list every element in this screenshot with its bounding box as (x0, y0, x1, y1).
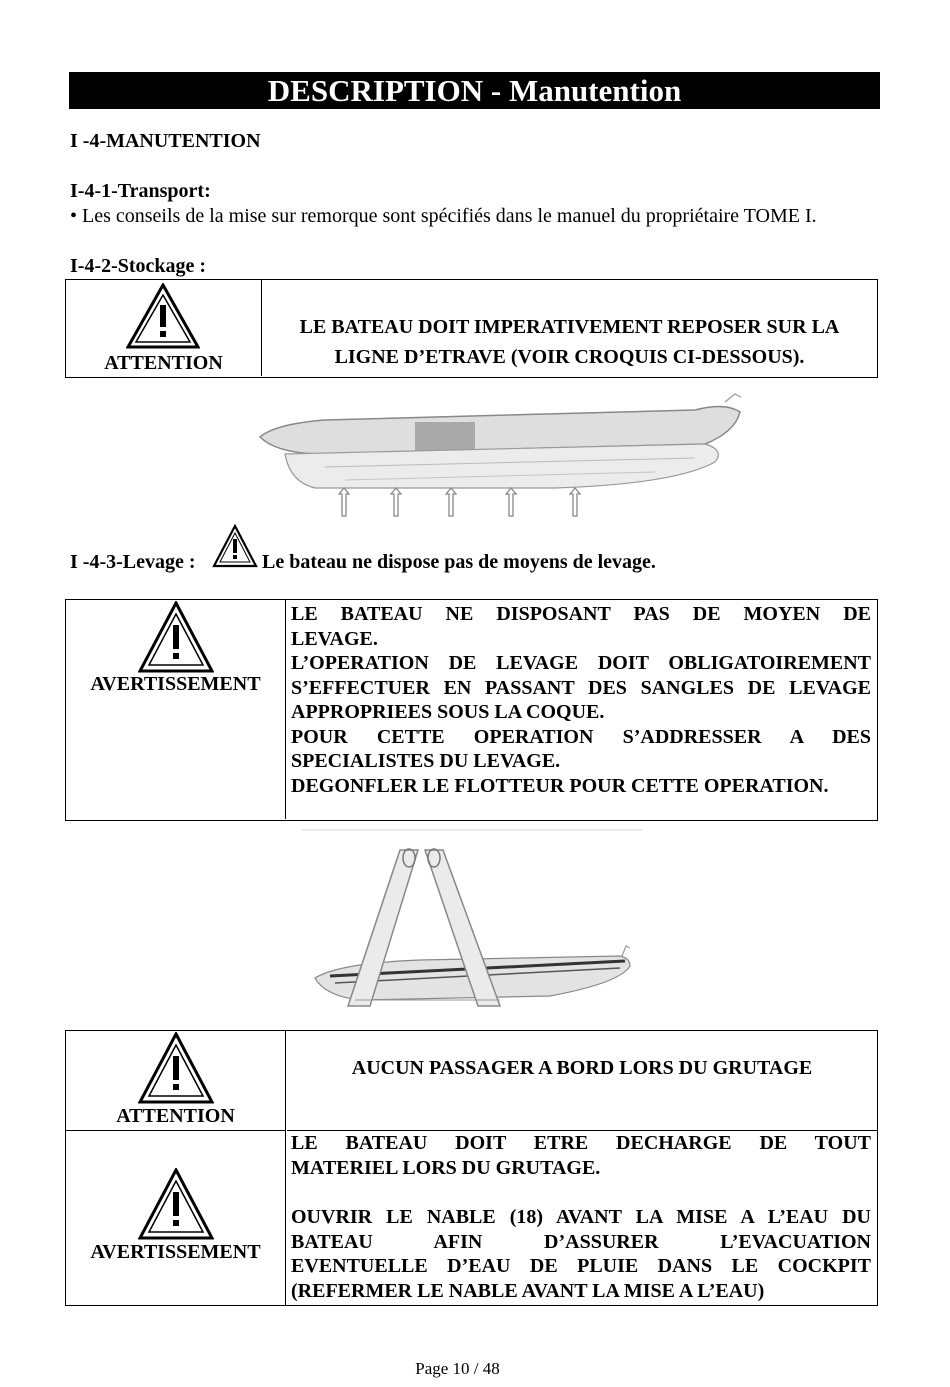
transport-paragraph (70, 205, 817, 228)
levage-line-5: APPROPRIEES SOUS LA COQUE. (291, 701, 605, 723)
levage-line-1: LE BATEAU NE DISPOSANT PAS DE MOYEN DE (291, 603, 871, 625)
stockage-warning-icon-cell (66, 280, 262, 376)
warning-triangle-icon (138, 1168, 214, 1240)
grutage-avert-icon-cell (66, 1130, 286, 1305)
grutage-line-6: (REFERMER LE NABLE AVANT LA MISE A L’EAU) (291, 1279, 765, 1302)
levage-line-3: L’OPERATION DE LEVAGE DOIT OBLIGATOIREMENT (291, 652, 871, 674)
stockage-warning-label: ATTENTION (104, 352, 223, 374)
page-title-banner: DESCRIPTION - Manutention (69, 72, 880, 109)
levage-heading-line (70, 551, 196, 574)
stockage-warning-line-1: LE BATEAU DOIT IMPERATIVEMENT REPOSER SUR LA (299, 316, 840, 338)
levage-warning-text (291, 602, 871, 798)
stockage-warning-text (262, 312, 877, 372)
warning-triangle-icon (212, 524, 258, 568)
transport-text: Les conseils de la mise sur remorque sont spécifiés dans le manuel du propriétaire TOME I. (82, 205, 817, 227)
levage-warning-box (65, 599, 878, 821)
stockage-warning-box (65, 279, 878, 378)
boat-lifting-illustration (300, 828, 645, 1013)
levage-line-4: S’EFFECTUER EN PASSANT DES SANGLES DE LEVAGE (291, 676, 871, 699)
grutage-line-2: MATERIEL LORS DU GRUTAGE. (291, 1156, 601, 1179)
warning-triangle-icon (138, 601, 214, 673)
grutage-line-3: OUVRIR LE NABLE (18) AVANT LA MISE A L’EAU DU (291, 1206, 871, 1228)
grutage-line-4: BATEAU AFIN D’ASSURER L’EVACUATION (291, 1230, 871, 1253)
levage-line-2: LEVAGE. (291, 627, 378, 650)
warning-triangle-icon (138, 1032, 214, 1104)
levage-warning-label: AVERTISSEMENT (90, 673, 261, 695)
levage-line-6: POUR CETTE OPERATION S’ADDRESSER A DES (291, 725, 871, 748)
grutage-attention-text: AUCUN PASSAGER A BORD LORS DU GRUTAGE (287, 1056, 877, 1131)
warning-triangle-icon (126, 283, 200, 349)
grutage-avert-text (291, 1131, 871, 1303)
page-number: Page 10 / 48 (415, 1359, 500, 1378)
section-heading: I -4-MANUTENTION (70, 130, 261, 152)
grutage-warning-table (65, 1030, 878, 1306)
levage-warning-icon-cell (66, 600, 286, 819)
levage-note: Le bateau ne dispose pas de moyens de levage. (262, 551, 656, 573)
levage-line-8: DEGONFLER LE FLOTTEUR POUR CETTE OPERATION. (291, 774, 829, 797)
levage-line-7: SPECIALISTES DU LEVAGE. (291, 750, 561, 772)
grutage-line-1: LE BATEAU DOIT ETRE DECHARGE DE TOUT (291, 1132, 871, 1154)
boat-stockage-illustration (255, 392, 750, 522)
bullet: • (70, 205, 78, 227)
grutage-attention-icon-cell (66, 1031, 286, 1131)
grutage-line-5: EVENTUELLE D’EAU DE PLUIE DANS LE COCKPIT (291, 1255, 871, 1277)
grutage-attention-label: ATTENTION (116, 1105, 235, 1127)
stockage-warning-line-2: LIGNE D’ETRAVE (VOIR CROQUIS CI-DESSOUS). (334, 346, 805, 368)
stockage-heading: I-4-2-Stockage : (70, 255, 207, 277)
grutage-avert-label: AVERTISSEMENT (90, 1241, 261, 1263)
levage-heading: I -4-3-Levage : (70, 551, 196, 573)
transport-heading: I-4-1-Transport: (70, 180, 211, 202)
